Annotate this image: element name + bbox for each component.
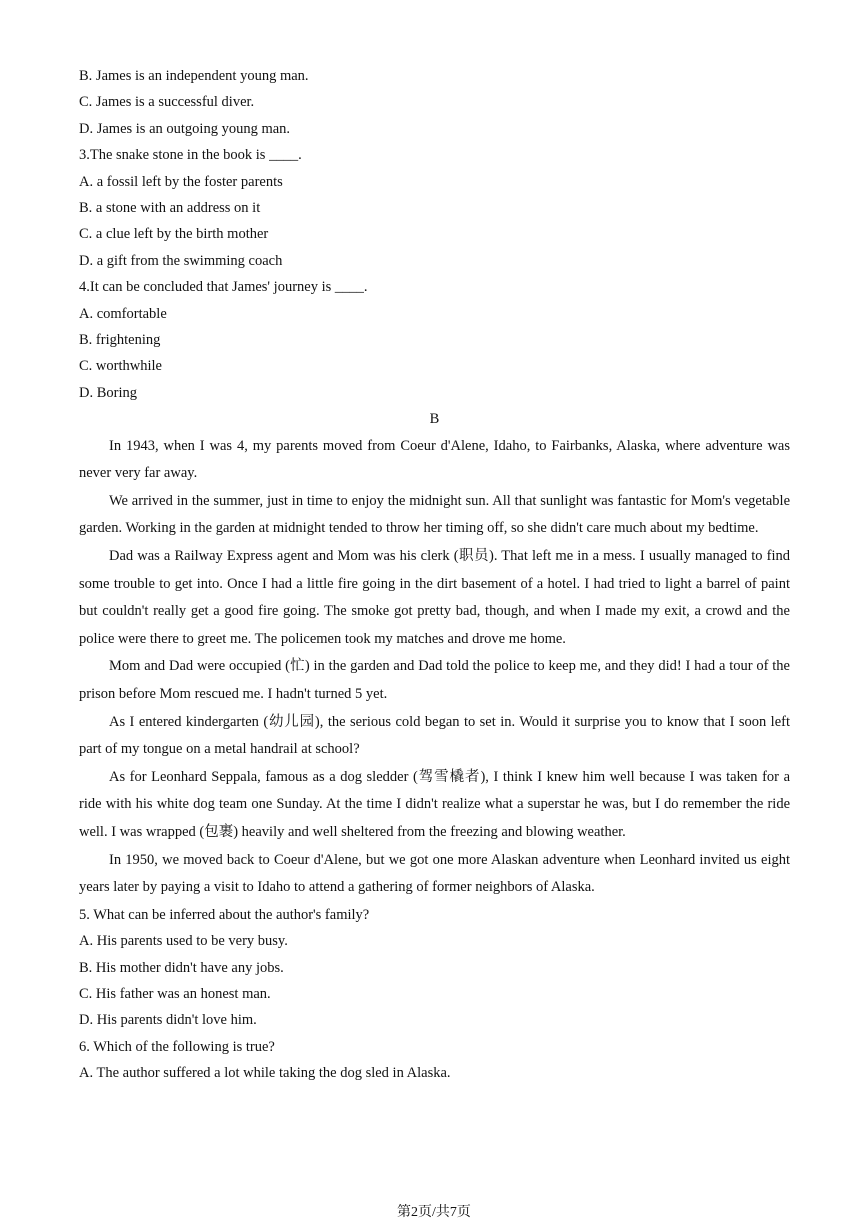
q2-option-b: B. James is an independent young man.	[79, 68, 309, 84]
passage-b-paragraph-5: As I entered kindergarten (幼儿园), the serious cold began to set in. Would it surprise you to know that I soon left part of my tongue on a metal handrail at school?	[79, 713, 790, 758]
page-number-footer: 第2页/共7页	[397, 1205, 471, 1220]
passage-b-paragraph-1: In 1943, when I was 4, my parents moved from Coeur d'Alene, Idaho, to Fairbanks, Alaska, where adventure was never very far away.	[79, 437, 790, 482]
q5-option-d: D. His parents didn't love him.	[79, 1012, 257, 1029]
passage-b-paragraph-7: In 1950, we moved back to Coeur d'Alene, but we got one more Alaskan adventure when Leonhard invited us eight years later by paying a visit to Idaho to attend a gathering of former neighbors of Alaska.	[79, 851, 790, 896]
passage-b-paragraph-6: As for Leonhard Seppala, famous as a dog sledder (驾雪橇者), I think I knew him well because I was taken for a ride with his white dog team one Sunday. At the time I didn't realize what a superstar he was, but I do remember the ride well. I was wrapped (包裹) heavily and well sheltered from the freezing and blowing weather.	[79, 768, 790, 840]
q6-option-a: A. The author suffered a lot while taking the dog sled in Alaska.	[79, 1065, 451, 1082]
q3-stem: 3.The snake stone in the book is ____.	[79, 147, 302, 164]
q4-option-c: C. worthwhile	[79, 358, 162, 375]
q3-option-a: A. a fossil left by the foster parents	[79, 173, 283, 190]
passage-b-title: B	[429, 411, 440, 428]
q3-option-d: D. a gift from the swimming coach	[79, 252, 283, 269]
q5-option-c: C. His father was an honest man.	[79, 986, 271, 1002]
q2-option-d: D. James is an outgoing young man.	[79, 120, 291, 137]
passage-b-paragraph-3: Dad was a Railway Express agent and Mom was his clerk (职员). That left me in a mess. I usually managed to find some trouble to get into. Once I had a little fire going in the dirt basement of a hotel. I had tried to light a barrel of paint but couldn't really get a good fire going. The smoke got pretty bad, though, and when I made my exit, a crowd and the police were there to greet me. The policemen took my matches and drove me home.	[79, 548, 790, 647]
passage-b-paragraph-2: We arrived in the summer, just in time to enjoy the midnight sun. All that sunlight was fantastic for Mom's vegetable garden. Working in the garden at midnight tended to throw her timing off, so she didn't care much about my bedtime.	[79, 492, 790, 537]
passage-b-paragraph-4: Mom and Dad were occupied (忙) in the garden and Dad told the police to keep me, and they did! I had a tour of the prison before Mom rescued me. I hadn't turned 5 yet.	[79, 658, 790, 703]
q6-stem: 6. Which of the following is true?	[79, 1038, 275, 1055]
q4-stem: 4.It can be concluded that James' journey is ____.	[79, 279, 368, 296]
q5-option-b: B. His mother didn't have any jobs.	[79, 959, 284, 976]
q3-option-c: C. a clue left by the birth mother	[79, 226, 269, 243]
q4-option-d: D. Boring	[79, 384, 137, 401]
q4-option-a: A. comfortable	[79, 305, 167, 322]
q5-option-a: A. His parents used to be very busy.	[79, 933, 288, 950]
q4-option-b: B. frightening	[79, 332, 161, 349]
q3-option-b: B. a stone with an address on it	[79, 200, 261, 217]
page-content	[79, 63, 790, 1087]
q2-option-c: C. James is a successful diver.	[79, 94, 255, 111]
q5-stem: 5. What can be inferred about the author's family?	[79, 906, 370, 923]
